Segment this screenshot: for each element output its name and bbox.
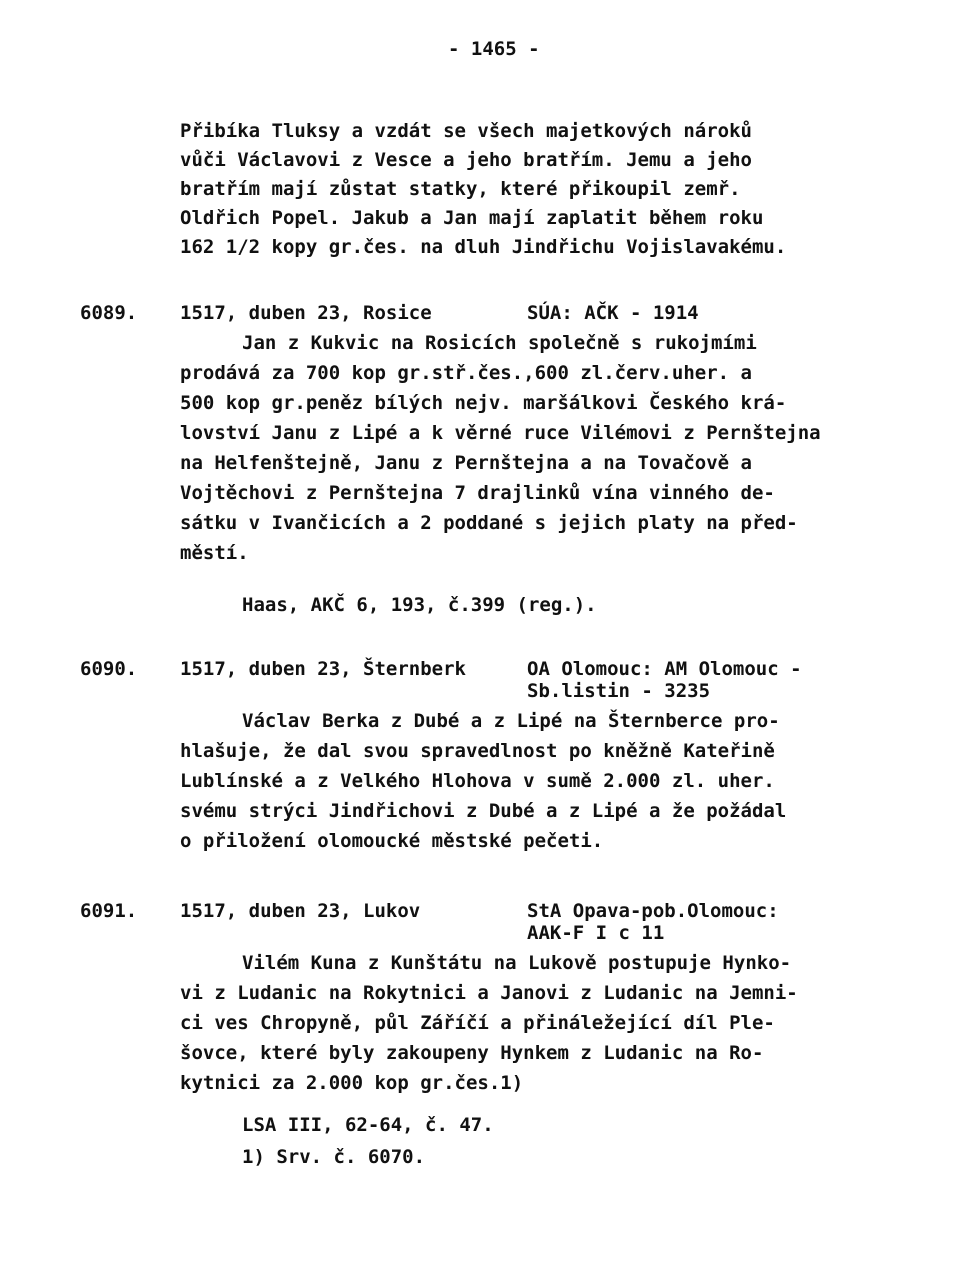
intro-line: bratřím mají zůstat statky, které přikoupil zemř. [180, 178, 741, 200]
entry-date-place: 1517, duben 23, Šternberk [180, 658, 466, 680]
entry-text-line: Vojtěchovi z Pernštejna 7 drajlinků vína vinného de- [180, 482, 775, 504]
entry-text-line: o přiložení olomoucké městské pečeti. [180, 830, 604, 852]
entry-reference: Haas, AKČ 6, 193, č.399 (reg.). [242, 594, 597, 616]
footnote: 1) Srv. č. 6070. [242, 1146, 426, 1168]
intro-line: 162 1/2 kopy gr.čes. na dluh Jindřichu Vojislavakému. [180, 236, 787, 258]
entry-archive: SÚA: AČK - 1914 [527, 302, 699, 324]
entry-archive: Sb.listin - 3235 [527, 680, 711, 702]
entry-date-place: 1517, duben 23, Rosice [180, 302, 432, 324]
entry-archive: AAK-F I c 11 [527, 922, 665, 944]
entry-text-line: kytnici za 2.000 kop gr.čes.1) [180, 1072, 524, 1094]
entry-number: 6090. [80, 658, 138, 680]
intro-line: Oldřich Popel. Jakub a Jan mají zaplatit během roku [180, 207, 764, 229]
entry-text-line: vi z Ludanic na Rokytnici a Janovi z Ludanic na Jemni- [180, 982, 798, 1004]
entry-text-line: Vilém Kuna z Kunštátu na Lukově postupuje Hynko- [242, 952, 792, 974]
entry-text-line: šovce, které byly zakoupeny Hynkem z Ludanic na Ro- [180, 1042, 764, 1064]
entry-number: 6091. [80, 900, 138, 922]
entry-text-line: ci ves Chropyně, půl Záříčí a přináležející díl Ple- [180, 1012, 775, 1034]
entry-text-line: Václav Berka z Dubé a z Lipé na Šternberce pro- [242, 710, 780, 732]
entry-text-line: Lublínské a z Velkého Hlohova v sumě 2.000 zl. uher. [180, 770, 775, 792]
entry-text-line: městí. [180, 542, 249, 564]
page-number: - 1465 - [448, 38, 540, 60]
entry-text-line: sátku v Ivančicích a 2 poddané s jejich platy na před- [180, 512, 798, 534]
entry-archive: StA Opava-pob.Olomouc: [527, 900, 779, 922]
entry-number: 6089. [80, 302, 138, 324]
entry-date-place: 1517, duben 23, Lukov [180, 900, 421, 922]
intro-line: vůči Václavovi z Vesce a jeho bratřím. Jemu a jeho [180, 149, 752, 171]
entry-text-line: lovství Janu z Lipé a k věrné ruce Vilémovi z Pernštejna [180, 422, 821, 444]
entry-text-line: hlašuje, že dal svou spravedlnost po kněžně Kateřině [180, 740, 775, 762]
entry-text-line: na Helfenštejně, Janu z Pernštejna a na Tovačově a [180, 452, 752, 474]
entry-archive: OA Olomouc: AM Olomouc - [527, 658, 802, 680]
entry-text-line: 500 kop gr.peněz bílých nejv. maršálkovi Českého krá- [180, 392, 787, 414]
entry-reference: LSA III, 62-64, č. 47. [242, 1114, 494, 1136]
entry-text-line: svému strýci Jindřichovi z Dubé a z Lipé a že požádal [180, 800, 787, 822]
intro-line: Přibíka Tluksy a vzdát se všech majetkových nároků [180, 120, 752, 142]
entry-text-line: prodává za 700 kop gr.stř.čes.,600 zl.červ.uher. a [180, 362, 752, 384]
entry-text-line: Jan z Kukvic na Rosicích společně s rukojmími [242, 332, 757, 354]
